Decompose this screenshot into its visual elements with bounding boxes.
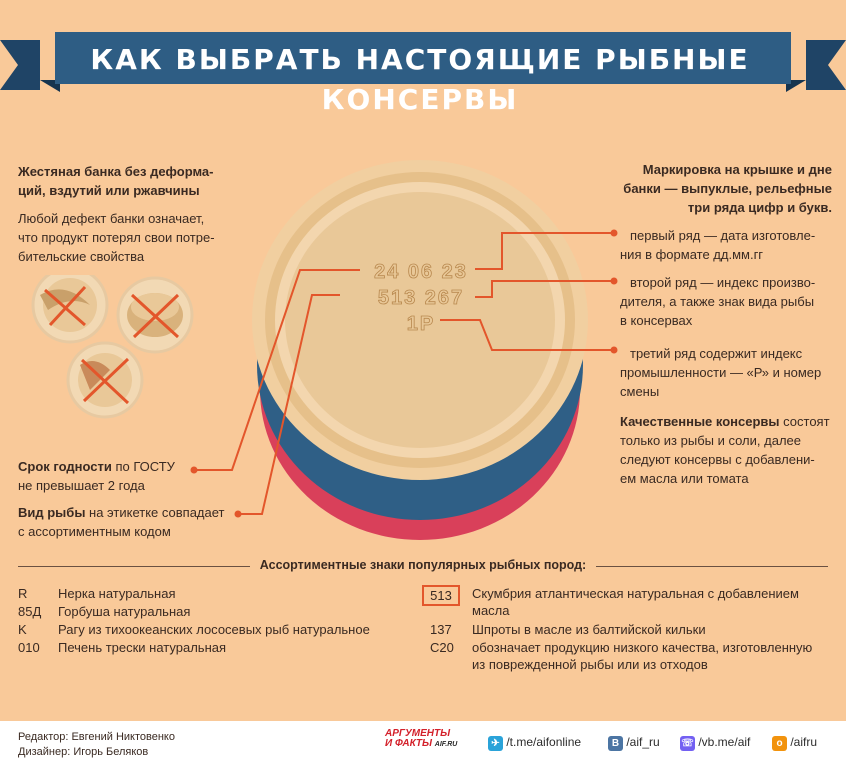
marking-row-2: 513 267 xyxy=(377,287,465,309)
telegram-icon: ✈ xyxy=(488,736,503,751)
shelf-life-bold: Срок годности xyxy=(18,459,112,474)
ok-icon: o xyxy=(772,736,787,751)
vk-text: /aif_ru xyxy=(626,735,660,749)
vk-icon: B xyxy=(608,736,623,751)
ok-link[interactable] xyxy=(772,735,817,751)
designer-credit: Дизайнер: Игорь Беляков xyxy=(18,746,149,758)
editor-credit: Редактор: Евгений Никтовенко xyxy=(18,731,175,743)
rusty-can-icon xyxy=(68,343,142,417)
legend-name: из поврежденной рыбы или из отходов xyxy=(472,657,708,672)
body-line: бительские свойства xyxy=(18,249,145,264)
desc-line: в консервах xyxy=(620,313,693,328)
shelf-life-note xyxy=(18,457,208,495)
desc-line: первый ряд — дата изготовле- xyxy=(630,228,816,243)
desc-line: следуют консервы с добавлени- xyxy=(620,452,815,467)
desc-line: только из рыбы и соли, далее xyxy=(620,433,801,448)
legend-divider xyxy=(596,566,828,567)
desc-line: ем масла или томата xyxy=(620,471,749,486)
legend-name: Скумбрия атлантическая натуральная с добавлением xyxy=(472,586,799,601)
legend-name: Рагу из тихоокеанских лососевых рыб натуральное xyxy=(58,622,370,637)
can-quality-body xyxy=(18,209,248,266)
desc-line: второй ряд — индекс произво- xyxy=(630,275,816,290)
marking-row-1-description xyxy=(620,226,845,264)
body-line: что продукт потерял свои потре- xyxy=(18,230,215,245)
footer xyxy=(0,721,846,773)
can-quality-heading xyxy=(18,162,243,200)
desc-line: промышленности — «Р» и номер xyxy=(620,365,822,380)
body-line: Любой дефект банки означает, xyxy=(18,211,205,226)
viber-link[interactable] xyxy=(680,735,750,751)
fish-kind-note xyxy=(18,503,248,541)
page-title: КАК ВЫБРАТЬ НАСТОЯЩИЕ РЫБНЫЕ КОНСЕРВЫ xyxy=(90,43,750,116)
quality-canned-note xyxy=(620,412,835,488)
legend-code: 137 xyxy=(430,622,452,637)
quality-bold: Качественные консервы xyxy=(620,414,780,429)
legend-code: С20 xyxy=(430,640,454,655)
telegram-text: /t.me/aifonline xyxy=(506,735,582,749)
heading-line: банки — выпуклые, рельефные xyxy=(623,181,832,196)
marking-row-3: 1Р xyxy=(406,313,436,335)
fish-kind-bold: Вид рыбы xyxy=(18,505,86,520)
logo-site: AIF.RU xyxy=(434,741,458,748)
desc-line: дителя, а также знак вида рыбы xyxy=(620,294,815,309)
legend-title: Ассортиментные знаки популярных рыбных пород: xyxy=(259,558,587,572)
legend-code: R xyxy=(18,586,28,601)
heading-line: Жестяная банка без деформа- xyxy=(18,164,214,179)
marking-heading xyxy=(604,160,832,217)
legend-name: обозначает продукцию низкого качества, изготовленную xyxy=(472,640,813,655)
legend-code-highlighted: 513 xyxy=(422,585,460,606)
logo-line: АРГУМЕНТЫ xyxy=(385,728,451,739)
legend-name: Нерка натуральная xyxy=(58,586,176,601)
vk-link[interactable] xyxy=(608,735,660,751)
marking-row-2-description xyxy=(620,273,845,330)
legend-code: 85Д xyxy=(18,604,42,619)
aif-logo[interactable] xyxy=(385,729,483,759)
legend-name: масла xyxy=(472,603,510,618)
desc-line: ния в формате дд.мм.гг xyxy=(620,247,764,262)
fish-kind-rest: на этикетке совпадает xyxy=(85,505,225,520)
legend-name: Шпроты в масле из балтийской кильки xyxy=(472,622,706,637)
logo-line: И ФАКТЫ xyxy=(385,738,432,749)
legend-name: Горбуша натуральная xyxy=(58,604,191,619)
quality-rest: состоят xyxy=(779,414,830,429)
desc-line: смены xyxy=(620,384,660,399)
heading-line: три ряда цифр и букв. xyxy=(687,200,832,215)
desc-line: третий ряд содержит индекс xyxy=(630,346,803,361)
desc-line: не превышает 2 года xyxy=(18,478,145,493)
ok-text: /aifru xyxy=(790,735,818,749)
legend-code: 010 xyxy=(18,640,40,655)
shelf-life-rest: по ГОСТУ xyxy=(111,459,175,474)
marking-row-1: 24 06 23 xyxy=(374,261,468,283)
heading-line: ций, вздутий или ржавчины xyxy=(18,183,200,198)
desc-line: с ассортиментным кодом xyxy=(18,524,171,539)
defective-cans-illustration xyxy=(20,275,220,435)
viber-text: /vb.me/aif xyxy=(698,735,751,749)
dented-can-icon xyxy=(33,275,107,342)
legend-divider xyxy=(18,566,250,567)
marking-row-3-description xyxy=(620,344,845,401)
legend-name: Печень трески натуральная xyxy=(58,640,227,655)
can-illustration xyxy=(245,140,595,540)
swollen-can-icon xyxy=(118,278,192,352)
legend-code: K xyxy=(18,622,27,637)
telegram-link[interactable] xyxy=(488,735,581,751)
heading-line: Маркировка на крышке и дне xyxy=(642,162,832,177)
viber-icon: ☏ xyxy=(681,738,694,749)
